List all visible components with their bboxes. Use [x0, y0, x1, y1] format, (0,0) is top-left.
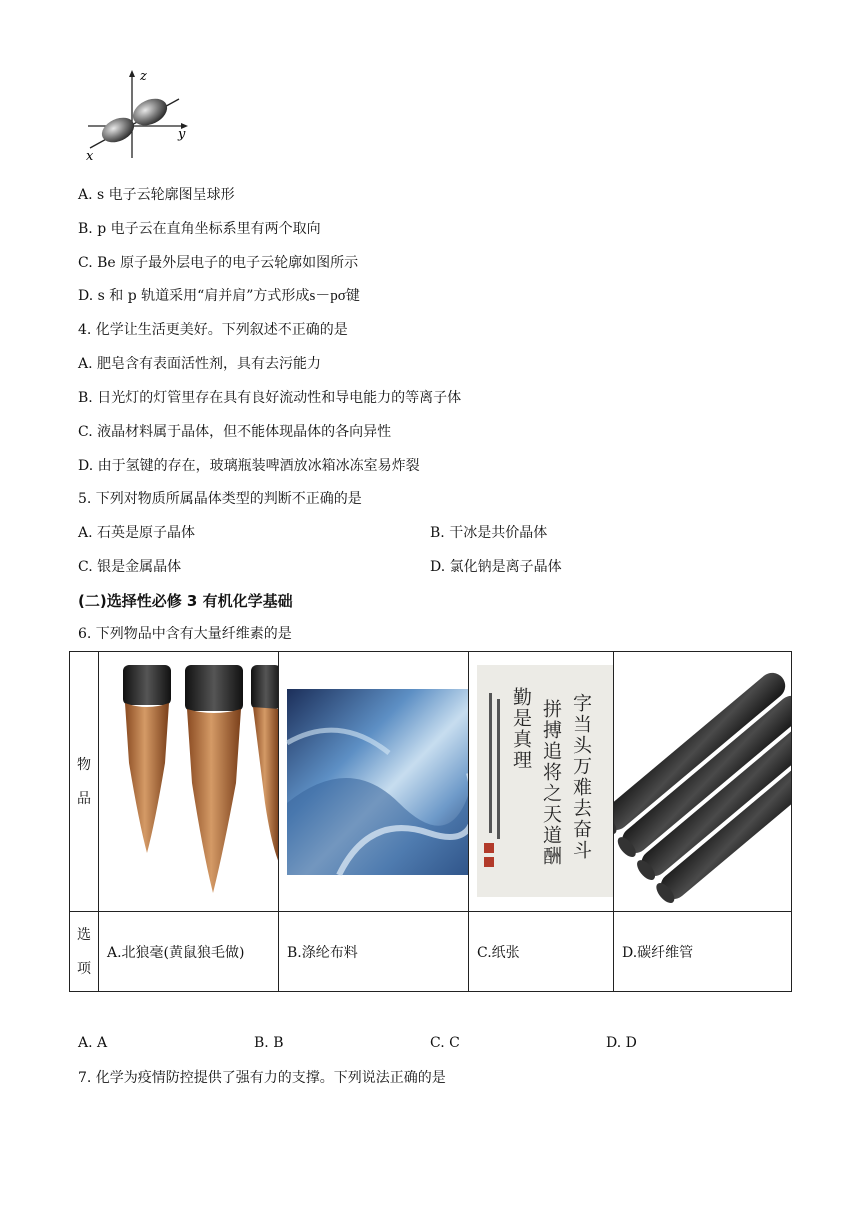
choice-d: D.碳纤维管 — [614, 912, 792, 992]
answer-a: A. A — [78, 1035, 108, 1051]
q6-items-table — [69, 651, 792, 992]
q3-option-a: A. s 电子云轮廓图呈球形 — [78, 187, 235, 203]
paper-image-cell — [469, 652, 614, 912]
q4-option-a: A. 肥皂含有表面活性剂，具有去污能力 — [78, 356, 322, 372]
carbon-fiber-tube-image — [614, 653, 792, 911]
axis-z-label: z — [140, 69, 147, 84]
fabric-image-cell — [279, 652, 469, 912]
q7-stem: 7. 化学为疫情防控提供了强有力的支撑。下列说法正确的是 — [78, 1070, 446, 1086]
q5-option-a: A. 石英是原子晶体 — [78, 525, 196, 541]
orbital-lobe-right — [129, 94, 172, 131]
q3-option-b: B. p 电子云在直角坐标系里有两个取向 — [78, 221, 321, 237]
section-title: (二)选择性必修 3 有机化学基础 — [78, 592, 293, 610]
q3-option-d — [78, 286, 360, 306]
paper-calligraphy-image — [469, 653, 614, 911]
q5-stem: 5. 下列对物质所属晶体类型的判断不正确的是 — [78, 491, 362, 507]
row-head-char-1: 物 — [77, 756, 91, 773]
q4-stem: 4. 化学让生活更美好。下列叙述不正确的是 — [78, 322, 348, 338]
q4-option-b: B. 日光灯的灯管里存在具有良好流动性和导电能力的等离子体 — [78, 390, 462, 406]
q5-option-c: C. 银是金属晶体 — [78, 559, 182, 575]
row-head-char-3: 选 — [77, 926, 91, 943]
q5-option-d: D. 氯化钠是离子晶体 — [430, 559, 562, 575]
answer-d: D. D — [606, 1035, 637, 1051]
q3-option-d-text: D. s 和 p 轨道采用“肩并肩”方式形成 — [78, 288, 310, 304]
brush-image-cell — [99, 652, 279, 912]
q4-option-c: C. 液晶材料属于晶体，但不能体现晶体的各向异性 — [78, 424, 392, 440]
calligraphy-col-3: 勤是真理 — [510, 686, 532, 771]
choice-b: B.涤纶布料 — [279, 912, 469, 992]
answer-c: C. C — [430, 1035, 460, 1051]
row-head-options — [70, 912, 99, 992]
p-orbital-figure — [84, 68, 194, 164]
writing-brush-image — [99, 653, 279, 911]
answer-b: B. B — [254, 1035, 284, 1051]
polyester-fabric-image — [279, 653, 469, 911]
calligraphy-col-1: 字当头万难去奋斗 — [570, 692, 592, 861]
q3-option-d-tail: 键 — [345, 288, 360, 304]
q4-option-d: D. 由于氢键的存在，玻璃瓶装啤酒放冰箱冰冻室易炸裂 — [78, 458, 420, 474]
row-head-char-4: 项 — [77, 960, 91, 977]
q6-stem: 6. 下列物品中含有大量纤维素的是 — [78, 626, 292, 642]
choice-a: A.北狼毫(黄鼠狼毛做) — [99, 912, 279, 992]
row-head-char-2: 品 — [77, 790, 91, 807]
calligraphy-col-2: 拼搏追将之天道酬 — [540, 698, 562, 867]
q5-option-b: B. 干冰是共价晶体 — [430, 525, 548, 541]
sp-sigma-formula: s－pσ — [309, 288, 346, 304]
row-head-items — [70, 652, 99, 912]
tube-image-cell — [614, 652, 792, 912]
choice-c: C.纸张 — [469, 912, 614, 992]
axis-y-label: y — [178, 127, 186, 142]
axis-x-label: x — [86, 149, 94, 164]
red-seal — [484, 843, 494, 853]
q3-option-c: C. Be 原子最外层电子的电子云轮廓如图所示 — [78, 255, 359, 271]
